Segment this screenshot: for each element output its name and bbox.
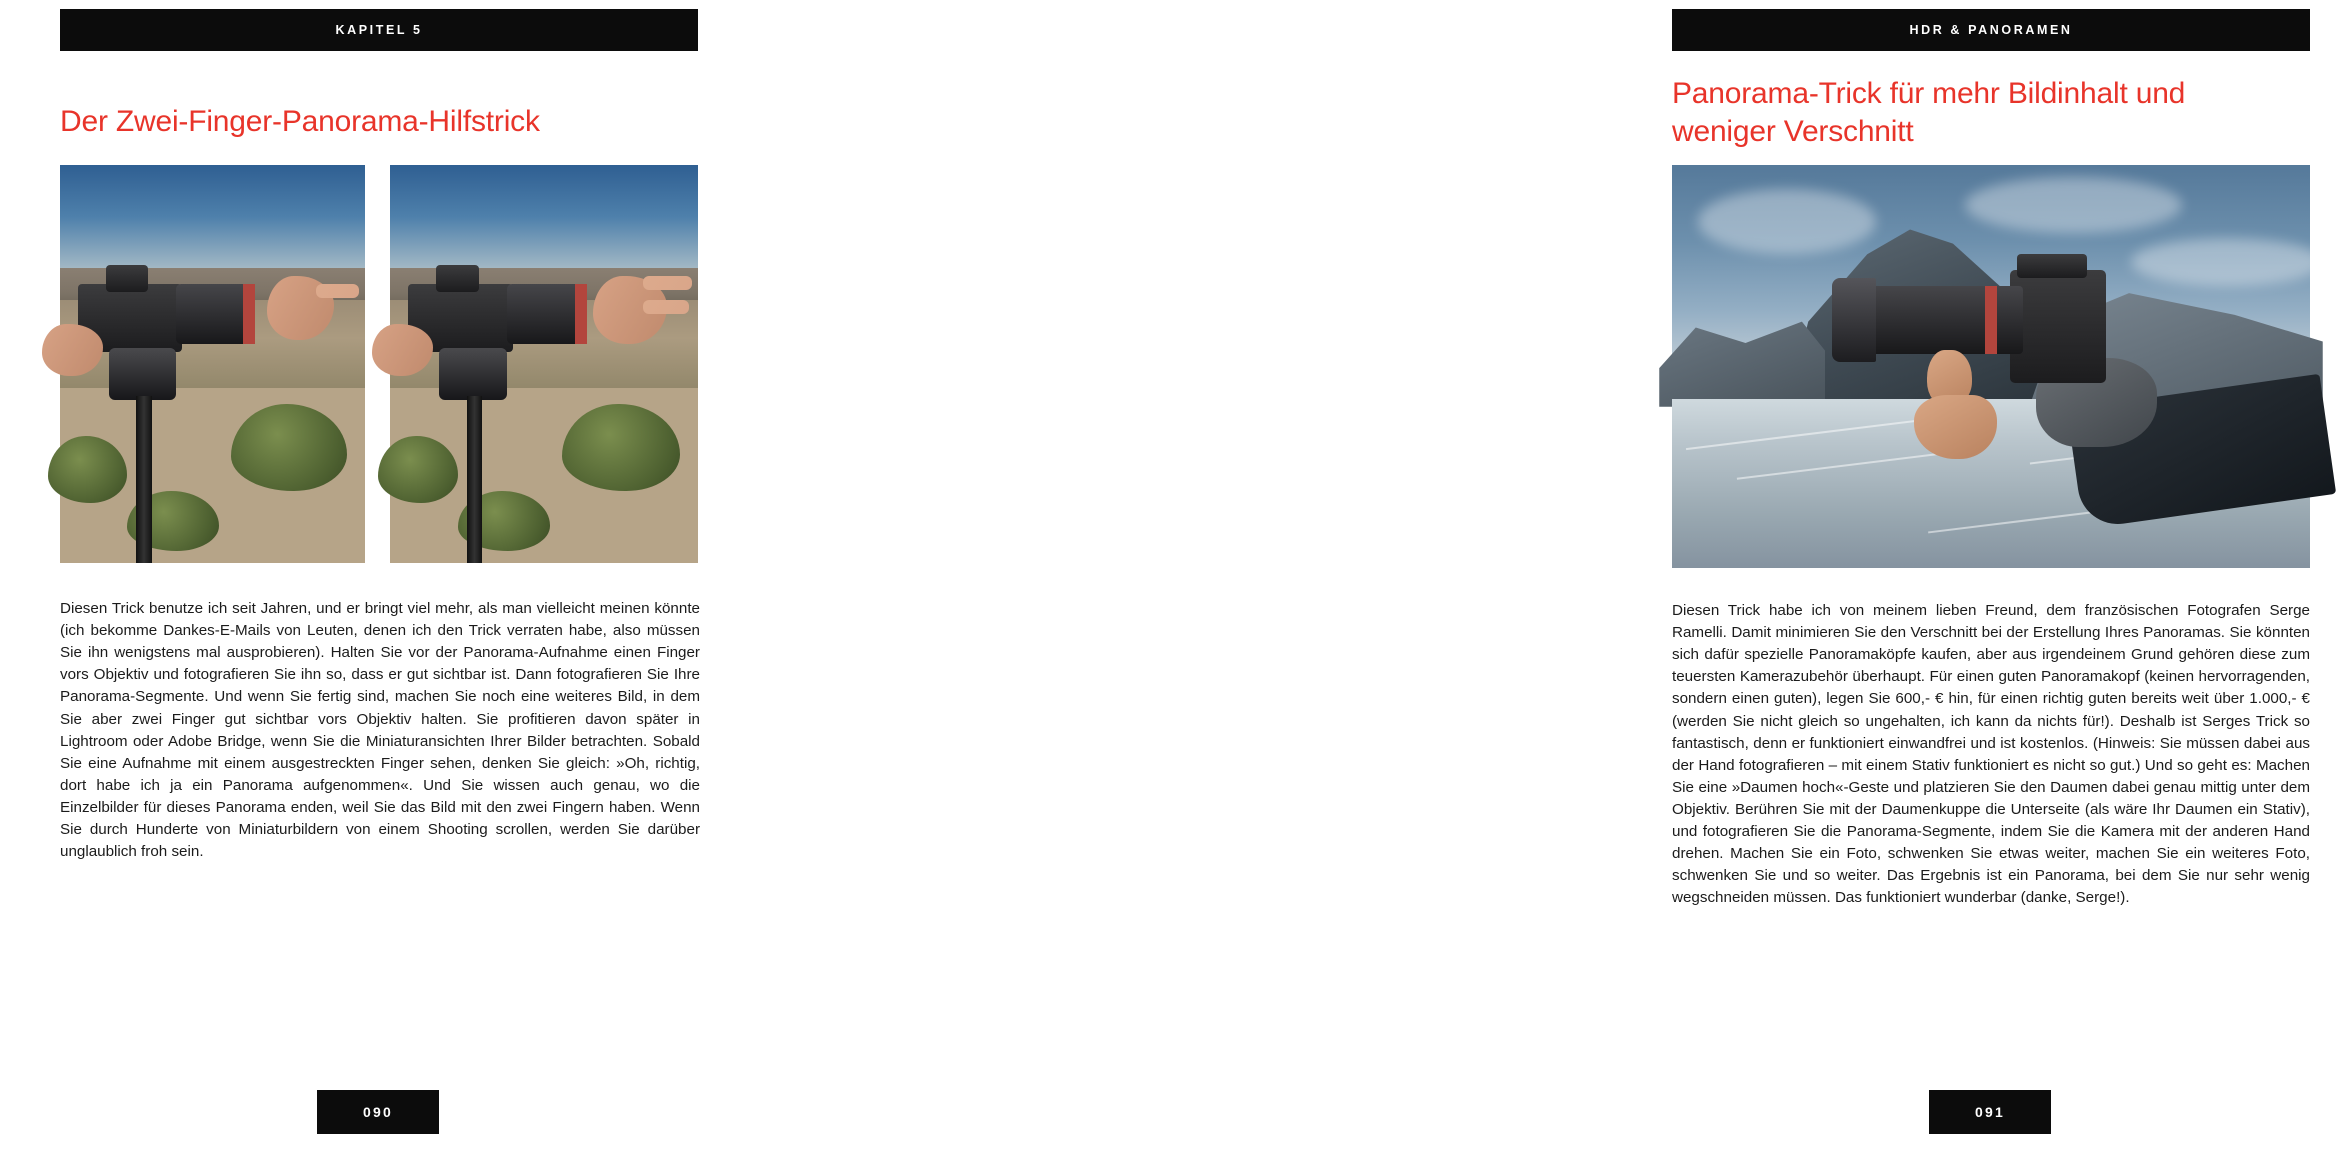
right-page-number: 091 (1975, 1104, 2005, 1120)
figure-hand-supporting (1914, 395, 1997, 459)
left-folio-bar (317, 1090, 439, 1134)
figure-extended-finger (643, 300, 689, 314)
figure-lens-red-ring (1985, 286, 1998, 355)
right-page-title: Panorama-Trick für mehr Bildinhalt und weniger Verschnitt (1672, 77, 2186, 149)
right-running-head-bar (1672, 9, 2310, 51)
figure-sky (390, 165, 698, 280)
figure-camera-two-fingers (390, 165, 698, 563)
figure-extended-finger (316, 284, 359, 298)
figure-cloud (2131, 238, 2322, 286)
figure-lens-hood (1832, 278, 1877, 363)
left-page-title: Der Zwei-Finger-Panorama-Hilfstrick (60, 105, 540, 138)
figure-tripod-head (109, 348, 176, 400)
figure-tripod-head (439, 348, 507, 400)
left-running-head-bar (60, 9, 698, 51)
figure-tripod-leg (467, 396, 482, 563)
left-running-head-text: KAPITEL 5 (335, 23, 423, 37)
figure-handheld-camera-winter-lake (1672, 165, 2310, 568)
figure-camera-lens (1863, 286, 2023, 355)
figure-tripod-leg (136, 396, 151, 563)
right-folio-bar (1929, 1090, 2051, 1134)
figure-camera-one-finger (60, 165, 365, 563)
figure-cloud (1698, 189, 1877, 253)
figure-sky (60, 165, 365, 280)
figure-lens-red-ring (243, 284, 255, 344)
right-page (800, 0, 2310, 1164)
left-body-text: Diesen Trick benutze ich seit Jahren, und er bringt viel mehr, als man vielleicht meinen könnte (ich bekomme Dankes-E-Mails von Leuten, denen ich den Trick verraten habe, also müssen Sie ihn wenigstens mal ausprobieren). Halten Sie vor der Panorama-Aufnahme einen Finger vors Objektiv und fotografieren Sie ihn so, dass er gut sichtbar ist. Dann fotografieren Sie Ihre Panorama-Segmente. Und wenn Sie fertig sind, machen Sie noch eine weiteres Bild, in dem Sie aber zwei Finger gut sichtbar vors Objektiv halten. Sie profitieren davon später in Lightroom oder Adobe Bridge, wenn Sie die Miniaturansichten Ihrer Bilder betrachten. Sobald Sie eine Aufnahme mit einem ausgestreckten Finger sehen, denken Sie gleich: »Oh, richtig, dort habe ich ja ein Panorama aufgenommen«. Und Sie wissen auch genau, wo die Einzelbilder für dieses Panorama enden, weil Sie das Bild mit den zwei Fingern haben. Wenn Sie durch Hunderte von Miniaturbildern von einem Shooting scrollen, werden Sie darüber unglaublich froh sein. (60, 600, 700, 861)
figure-extended-finger (643, 276, 692, 290)
figure-lens-red-ring (575, 284, 587, 344)
left-page (0, 0, 800, 1164)
right-body-text: Diesen Trick habe ich von meinem lieben Freund, dem französischen Fotografen Serge Ramelli. Damit minimieren Sie den Verschnitt bei der Erstellung Ihres Panoramas. Sie könnten sich dafür spezielle Panoramaköpfe kaufen, aber aus irgendeinem Grund gehören diese zum teuersten Kamerazubehör überhaupt. Für einen guten Panoramakopf (keinen hervorragenden, sondern einen guten), legen Sie 600,- € hin, für einen richtig guten bereits weit über 1.000,- € (werden Sie nicht gleich so ungehalten, ich kann da nichts für!). Deshalb ist Serges Trick so fantastisch, denn er funktioniert einwandfrei und ist kostenlos. (Hinweis: Sie müssen dabei aus der Hand fotografieren – mit einem Stativ funktioniert es nicht so gut.) Und so geht es: Machen Sie eine »Daumen hoch«-Geste und platzieren Sie den Daumen dabei genau mittig unter dem Objektiv. Berühren Sie mit der Daumenkuppe die Unterseite (als wäre Ihr Daumen ein Stativ), und fotografieren Sie die Panorama-Segmente, indem Sie die Kamera mit der anderen Hand drehen. Machen Sie ein Foto, schwenken Sie etwas weiter, machen Sie ein weiteres Foto, schwenken Sie und so weiter. Das Ergebnis ist ein Panorama, bei dem Sie nur sehr wenig wegschneiden müssen. Das funktioniert wunderbar (danke, Serge!). (1672, 602, 2310, 907)
figure-camera-viewfinder (436, 265, 479, 293)
left-page-number: 090 (363, 1104, 393, 1120)
figure-camera-viewfinder (106, 265, 149, 293)
figure-camera-body (2010, 270, 2106, 383)
figure-camera-top-plate (2017, 254, 2087, 278)
right-running-head-text: HDR & PANORAMEN (1909, 23, 2073, 37)
